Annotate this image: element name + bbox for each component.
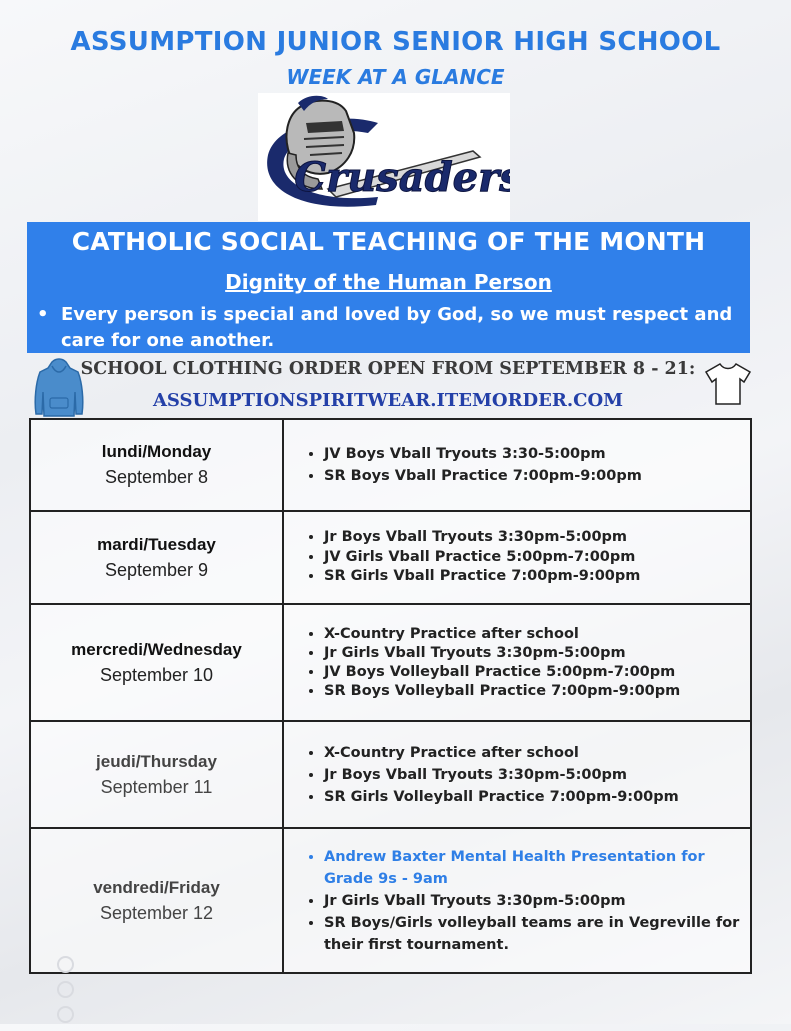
- cst-bullet-text: Every person is special and loved by God, so we must respect and care for one another.: [61, 304, 733, 351]
- cst-bullet: [37, 302, 742, 354]
- phone-icon: [57, 956, 74, 973]
- event-item: • Jr Boys Vball Tryouts 3:30pm-5:00pm: [324, 528, 740, 548]
- events-cell: [283, 511, 751, 604]
- location-icon: [57, 1006, 74, 1023]
- table-row: [30, 721, 751, 828]
- logo-wordmark: Crusaders: [294, 154, 510, 201]
- event-item: • Jr Boys Vball Tryouts 3:30pm-5:00pm: [324, 764, 740, 786]
- cst-subtitle: Dignity of the Human Person: [225, 270, 552, 294]
- spiritwear-link[interactable]: ASSUMPTIONSPIRITWEAR.ITEMORDER.COM: [152, 390, 624, 411]
- event-item: • SR Boys Volleyball Practice 7:00pm-9:00pm: [324, 682, 740, 701]
- hoodie-icon: [34, 358, 84, 424]
- globe-icon: [57, 981, 74, 998]
- table-row: [30, 511, 751, 604]
- event-item: • JV Girls Vball Practice 5:00pm-7:00pm: [324, 548, 740, 568]
- table-row: [30, 828, 751, 973]
- event-item: • JV Boys Volleyball Practice 5:00pm-7:00pm: [324, 663, 740, 682]
- events-cell: [283, 828, 751, 973]
- event-item: • SR Girls Volleyball Practice 7:00pm-9:00pm: [324, 786, 740, 808]
- day-name: lundi/Monday: [101, 442, 212, 461]
- event-item: • Jr Girls Vball Tryouts 3:30pm-5:00pm: [324, 644, 740, 663]
- week-at-a-glance-subtitle: WEEK AT A GLANCE: [286, 65, 505, 89]
- event-item: • JV Boys Vball Tryouts 3:30-5:00pm: [324, 443, 740, 465]
- day-cell: [30, 828, 283, 973]
- event-item: • SR Boys/Girls volleyball teams are in Vegreville for their first tournament.: [324, 912, 740, 956]
- school-title: ASSUMPTION JUNIOR SENIOR HIGH SCHOOL: [70, 27, 721, 57]
- clothing-order-notice: SCHOOL CLOTHING ORDER OPEN FROM SEPTEMBER 8 - 21:: [80, 359, 696, 379]
- day-date: September 8: [104, 467, 209, 487]
- tshirt-icon: [704, 362, 752, 410]
- weekly-schedule-table: [29, 418, 752, 974]
- cst-banner: [27, 222, 750, 353]
- day-date: September 12: [99, 902, 214, 923]
- event-item: • SR Girls Vball Practice 7:00pm-9:00pm: [324, 567, 740, 587]
- day-cell: [30, 604, 283, 721]
- day-name: jeudi/Thursday: [96, 751, 217, 771]
- cst-title: CATHOLIC SOCIAL TEACHING OF THE MONTH: [71, 227, 706, 256]
- event-item: • Jr Girls Vball Tryouts 3:30pm-5:00pm: [324, 890, 740, 912]
- event-item: • SR Boys Vball Practice 7:00pm-9:00pm: [324, 465, 740, 487]
- day-date: September 9: [104, 559, 209, 580]
- day-cell: [30, 511, 283, 604]
- bullet-icon: •: [37, 304, 49, 325]
- events-cell: [283, 721, 751, 828]
- event-item: • X-Country Practice after school: [324, 625, 740, 644]
- table-row: [30, 419, 751, 511]
- day-name: vendredi/Friday: [93, 877, 220, 897]
- day-cell: [30, 419, 283, 511]
- day-name: mercredi/Wednesday: [71, 639, 242, 659]
- table-row: [30, 604, 751, 721]
- side-icons: [57, 956, 74, 1031]
- event-item: • Andrew Baxter Mental Health Presentation for Grade 9s - 9am: [324, 846, 740, 890]
- day-date: September 10: [99, 664, 214, 685]
- events-cell: [283, 419, 751, 511]
- day-cell: [30, 721, 283, 828]
- day-date: September 11: [100, 776, 213, 797]
- event-item: • X-Country Practice after school: [324, 742, 740, 764]
- events-cell: [283, 604, 751, 721]
- crusaders-logo: [258, 93, 510, 221]
- day-name: mardi/Tuesday: [97, 534, 216, 554]
